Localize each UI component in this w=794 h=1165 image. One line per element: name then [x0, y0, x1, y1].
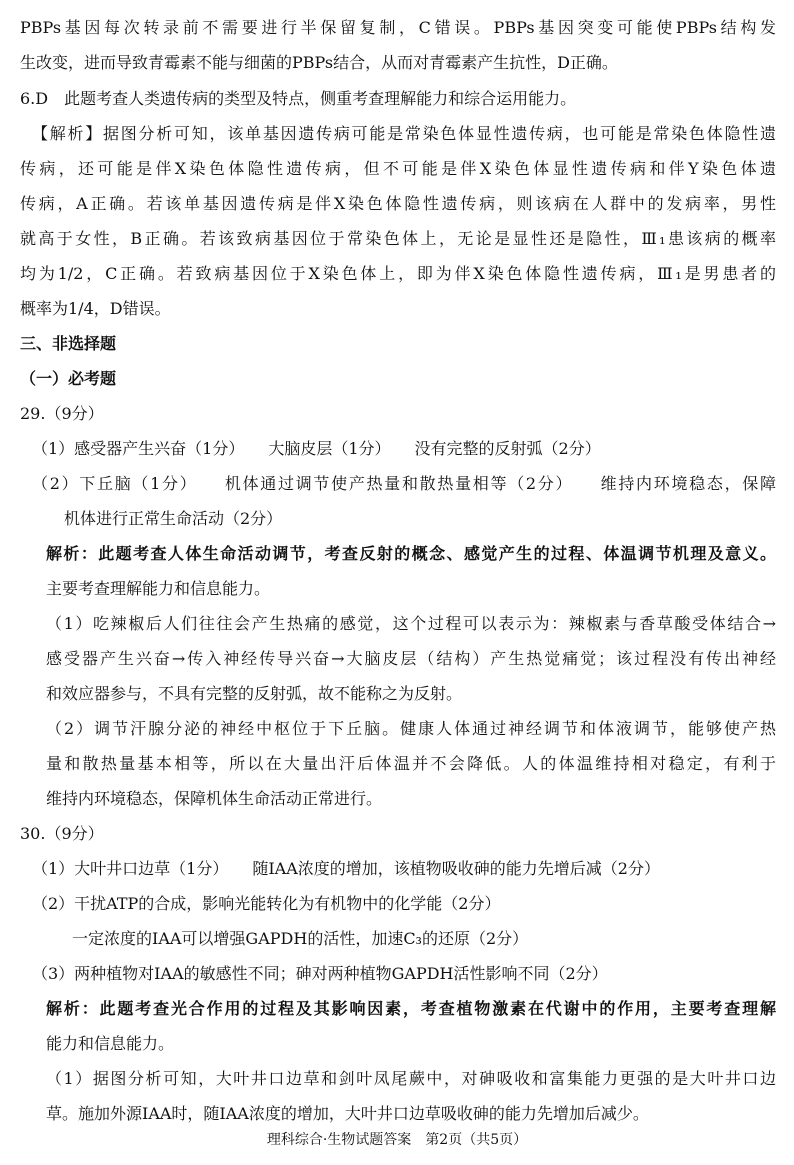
answer-line: （2）下丘脑（1分） 机体通过调节使产热量和散热量相等（2分） 维持内环境稳态，保障: [32, 474, 776, 493]
analysis-line: （2）调节汗腺分泌的神经中枢位于下丘脑。健康人体通过神经调节和体液调节，能够使产热: [46, 719, 776, 738]
text-line: 均为1/2，C正确。若致病基因位于X染色体上，即为伴X染色体隐性遗传病，Ⅲ₁是男患者的: [20, 264, 776, 283]
text-line: PBPs基因每次转录前不需要进行半保留复制，C错误。PBPs基因突变可能使PBPs结构发: [20, 18, 776, 37]
analysis-line: （1）据图分析可知，大叶井口边草和剑叶凤尾蕨中，对砷吸收和富集能力更强的是大叶井口边: [46, 1069, 776, 1088]
text-line: 概率为1/4，D错误。: [20, 299, 171, 318]
question-29-heading: 29.（9分）: [20, 404, 104, 423]
answer-line: （2）干扰ATP的合成，影响光能转化为有机物中的化学能（2分）: [32, 894, 501, 913]
analysis-line: 草。施加外源IAA时，随IAA浓度的增加，大叶井口边草吸收砷的能力先增加后减少。: [46, 1104, 649, 1123]
text-line: 传病，A正确。若该单基因遗传病是伴X染色体隐性遗传病，则该病在人群中的发病率，男性: [20, 194, 776, 213]
subsection-heading: （一）必考题: [20, 369, 117, 388]
answer-line: 一定浓度的IAA可以增强GAPDH的活性，加速C₃的还原（2分）: [72, 929, 529, 948]
answer-line: （1）大叶井口边草（1分） 随IAA浓度的增加，该植物吸收砷的能力先增后减（2分）: [32, 859, 660, 878]
answer-line: （3）两种植物对IAA的敏感性不同；砷对两种植物GAPDH活性影响不同（2分）: [32, 964, 608, 983]
answer-line: 机体进行正常生命活动（2分）: [64, 509, 283, 528]
section-heading: 三、非选择题: [20, 334, 117, 353]
analysis-line: 解析：此题考查人体生命活动调节，考查反射的概念、感觉产生的过程、体温调节机理及意义。: [46, 544, 776, 563]
analysis-line: （1）吃辣椒后人们往往会产生热痛的感觉，这个过程可以表示为：辣椒素与香草酸受体结合→: [46, 614, 776, 633]
analysis-line: 感受器产生兴奋→传入神经传导兴奋→大脑皮层（结构）产生热觉痛觉；该过程没有传出神经: [46, 649, 776, 668]
analysis-line: 能力和信息能力。: [46, 1034, 175, 1053]
text-line: 生改变，进而导致青霉素不能与细菌的PBPs结合，从而对青霉素产生抗性，D正确。: [20, 53, 618, 72]
page-footer: 理科综合·生物试题答案 第2页（共5页）: [266, 1132, 528, 1148]
text-line: 传病，还可能是伴X染色体隐性遗传病，但不可能是伴X染色体显性遗传病和伴Y染色体遗: [20, 159, 776, 178]
text-line: 就高于女性，B正确。若该致病基因位于常染色体上，无论是显性还是隐性，Ⅲ₁患该病的概率: [20, 229, 776, 248]
analysis-line: 主要考查理解能力和信息能力。: [46, 579, 271, 598]
text-line: 【解析】据图分析可知，该单基因遗传病可能是常染色体显性遗传病，也可能是常染色体隐性遗: [32, 124, 776, 143]
question-6-heading: 6.D 此题考查人类遗传病的类型及特点，侧重考查理解能力和综合运用能力。: [20, 89, 577, 108]
question-30-heading: 30.（9分）: [20, 824, 104, 843]
analysis-line: 解析：此题考查光合作用的过程及其影响因素，考查植物激素在代谢中的作用，主要考查理解: [46, 999, 776, 1018]
analysis-line: 量和散热量基本相等，所以在大量出汗后体温并不会降低。人的体温维持相对稳定，有利于: [46, 754, 776, 773]
analysis-line: 维持内环境稳态，保障机体生命活动正常进行。: [46, 789, 383, 808]
analysis-line: 和效应器参与，不具有完整的反射弧，故不能称之为反射。: [46, 684, 463, 703]
answer-line: （1）感受器产生兴奋（1分） 大脑皮层（1分） 没有完整的反射弧（2分）: [32, 439, 601, 458]
